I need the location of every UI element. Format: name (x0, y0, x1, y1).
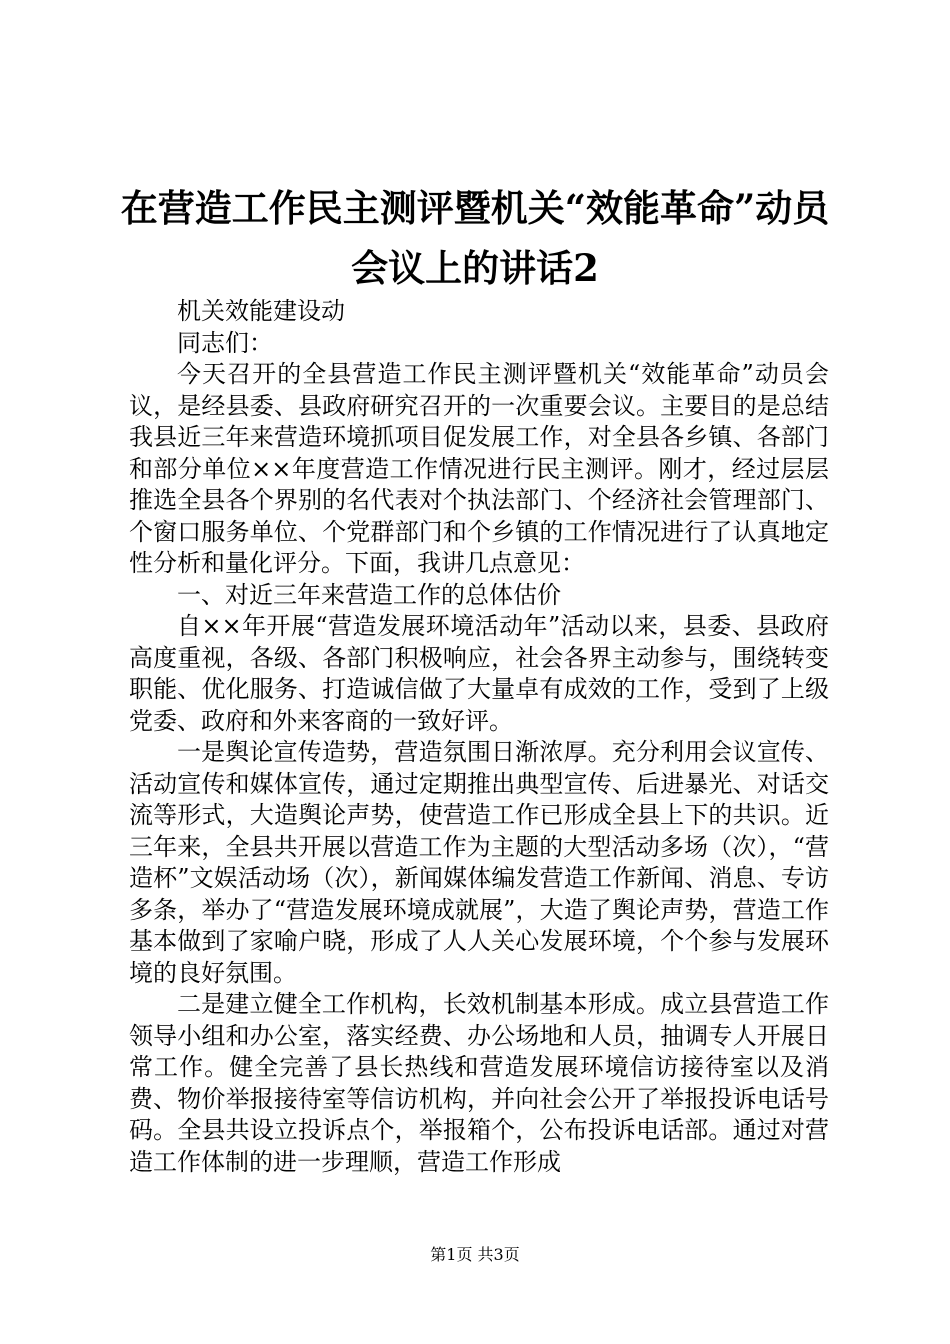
document-body (129, 296, 829, 1178)
paragraph-overview: 自××年开展“营造发展环境活动年”活动以来，县委、县政府高度重视，各级、各部门积极响应，社会各界主动参与，围绕转变职能、优化服务、打造诚信做了大量卓有成效的工作，受到了上级党委、政府和外来客商的一致好评。 (129, 612, 829, 735)
paragraph-point-2: 二是建立健全工作机构，长效机制基本形成。成立县营造工作领导小组和办公室，落实经费、办公场地和人员，抽调专人开展日常工作。健全完善了县长热线和营造发展环境信访接待室以及消费、物价举报接待室等信访机构，并向社会公开了举报投诉电话号码。全县共设立投诉点个，举报箱个，公布投诉电话部。通过对营造工作体制的进一步理顺，营造工作形成 (129, 990, 829, 1176)
paragraph-point-1: 一是舆论宣传造势，营造氛围日渐浓厚。充分利用会议宣传、活动宣传和媒体宣传，通过定期推出典型宣传、后进暴光、对话交流等形式，大造舆论声势，使营造工作已形成全县上下的共识。近三年来，全县共开展以营造工作为主题的大型活动多场（次），“营造杯”文娱活动场（次），新闻媒体编发营造工作新闻、消息、专访多条，举办了“营造发展环境成就展”，大造了舆论声势，营造工作基本做到了家喻户晓，形成了人人关心发展环境，个个参与发展环境的良好氛围。 (129, 738, 829, 987)
section-heading-1: 一、对近三年来营造工作的总体估价 (177, 580, 561, 609)
page-footer: 第1页 共3页 (430, 1245, 520, 1264)
document-title: 在营造工作民主测评暨机关“效能革命”动员会议上的讲话2 (120, 186, 830, 290)
paragraph-salutation: 同志们： (177, 328, 273, 357)
paragraph-intro: 今天召开的全县营造工作民主测评暨机关“效能革命”动员会议，是经县委、县政府研究召开的一次重要会议。主要目的是总结我县近三年来营造环境抓项目促发展工作，对全县各乡镇、各部门和部分单位××年度营造工作情况进行民主测评。刚才，经过层层推选全县各个界别的名代表对个执法部门、个经济社会管理部门、个窗口服务单位、个党群部门和个乡镇的工作情况进行了认真地定性分析和量化评分。下面，我讲几点意见： (129, 360, 829, 577)
paragraph-subtitle: 机关效能建设动 (177, 297, 345, 325)
